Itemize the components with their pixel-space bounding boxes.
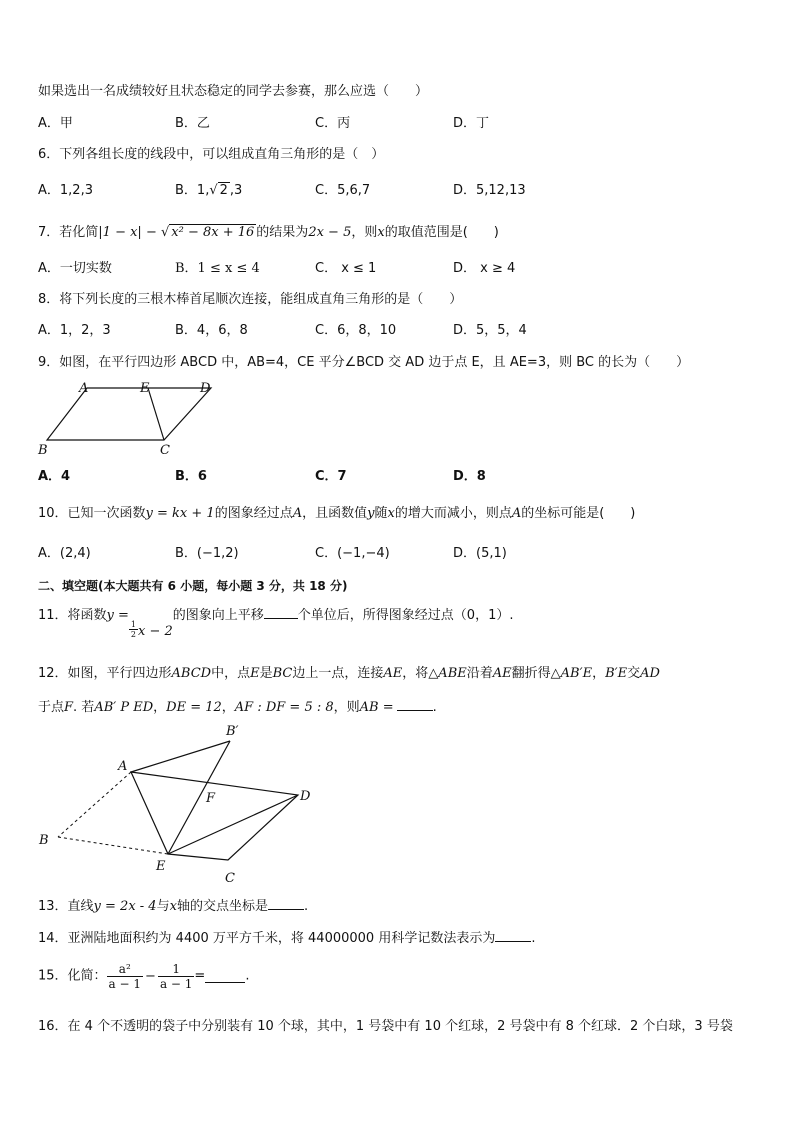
q10-mid4: 的增大而减小，则点 (394, 506, 512, 521)
q10-y: y (367, 506, 375, 521)
q14-tail: . (531, 931, 536, 946)
q12-e: E (250, 666, 260, 681)
q10-option-c: C．(−1,−4) (315, 546, 390, 561)
q12-ratio: AF : DF = 5 : 8 (234, 700, 334, 715)
q7-option-a: A．一切实数 (38, 261, 112, 276)
q12-label-b: B (39, 833, 49, 848)
q12-label-f: F (206, 791, 216, 806)
q7-var: x (377, 225, 385, 240)
q12-label-c: C (225, 871, 235, 886)
q10-option-b: B．(−1,2) (175, 546, 239, 561)
q5-option-b: B．乙 (175, 116, 210, 131)
q7-option-d: D． x ≥ 4 (453, 261, 516, 276)
q12-bpe: B′E (605, 666, 628, 681)
q10-point: A (292, 506, 303, 521)
q15-answer-blank[interactable] (205, 970, 245, 983)
q11-fraction (129, 620, 138, 639)
q11-frac-den: 2 (130, 630, 137, 639)
q13-stem (38, 897, 308, 915)
q12-ad: AD (640, 666, 660, 681)
q10-option-a: A．(2,4) (38, 546, 91, 561)
q10-mid3: 随 (374, 506, 388, 521)
q11-mid: 的图象向上平移 (172, 608, 264, 623)
q12-label-e: E (156, 859, 166, 874)
q6-option-b-prefix: B．1, (175, 183, 210, 198)
q15-num2: 1 (158, 962, 194, 977)
q12-bc: BC (272, 666, 293, 681)
q12-text: ， (153, 700, 167, 715)
q15-prefix: 15．化简： (38, 968, 107, 984)
q7-option-b: B．1 ≤ x ≤ 4 (175, 261, 260, 276)
q10-stem (38, 506, 635, 522)
q11-frac-num: 1 (130, 620, 137, 629)
q12-text: 翻折得 (511, 666, 551, 681)
q9-option-b: B．6 (175, 469, 207, 484)
q8-stem: 8．将下列长度的三根木棒首尾顺次连接，能组成直角三角形的是（ ） (38, 292, 463, 307)
q5-stem-continued: 如果选出一名成绩较好且状态稳定的同学去参赛，那么应选（ ） (38, 84, 429, 99)
q6-option-b: B．1,√ 2 ,3 (175, 183, 243, 198)
q12-text: ， (592, 666, 606, 681)
q9-label-b: B (38, 443, 48, 458)
q10-end: 的坐标可能是( ) (521, 506, 636, 521)
q13-mid: 与 (156, 899, 170, 914)
q10-mid2: ，且函数值 (302, 506, 368, 521)
q14-stem (38, 929, 535, 947)
q11-function-rest: x − 2 (138, 624, 173, 639)
q6-option-a: A．1,2,3 (38, 183, 93, 198)
q11-end: 个单位后，所得图象经过点（0，1）. (297, 608, 514, 623)
q6-stem: 6．下列各组长度的线段中，可以组成直角三角形的是（ ） (38, 147, 385, 162)
q11-function-y: y = (106, 608, 129, 623)
q10-function: y = kx + 1 (145, 506, 215, 521)
q8-option-d: D．5，5，4 (453, 323, 527, 338)
q12-ab: AB = (359, 700, 394, 715)
q12-stem-line2 (38, 698, 437, 716)
q10-option-d: D．(5,1) (453, 546, 507, 561)
q12-text: ，则 (333, 700, 360, 715)
q12-segment-ed (168, 795, 298, 854)
q8-option-b: B．4，6，8 (175, 323, 248, 338)
q13-end: 轴的交点坐标是 (176, 899, 268, 914)
q12-text: ， (221, 700, 235, 715)
q11-answer-blank[interactable] (264, 606, 298, 619)
q9-label-d: D (200, 381, 211, 396)
q7-radicand: x² − 8x + 16 (171, 225, 255, 240)
q12-stem-line1 (38, 666, 660, 682)
q10-x: x (387, 506, 395, 521)
q15-den1: a − 1 (108, 977, 142, 991)
q13-function: y = 2x - 4 (93, 899, 157, 914)
q15-fraction-2 (158, 962, 194, 991)
q9-label-a: A (79, 381, 89, 396)
q12-de: DE = 12 (166, 700, 222, 715)
q15-fraction-1 (107, 962, 143, 991)
q12-label-b-prime: B′ (226, 724, 239, 739)
q10-point2: A (511, 506, 522, 521)
q13-answer-blank[interactable] (268, 897, 304, 910)
q12-text: . 若 (73, 700, 95, 715)
q6-option-b-suffix: ,3 (229, 183, 243, 198)
q15-den2: a − 1 (159, 977, 193, 991)
q12-text: 沿着 (466, 666, 493, 681)
q8-option-c: C．6，8，10 (315, 323, 397, 338)
q9-parallelogram (47, 388, 211, 440)
q7-tail: ，则 (351, 225, 378, 240)
q12-text: 于点 (38, 700, 65, 715)
q7-option-c: C． x ≤ 1 (315, 261, 377, 276)
q7-minus: − (141, 225, 161, 240)
q5-option-d: D．丁 (453, 116, 490, 131)
q12-end: . (432, 700, 437, 715)
q12-text: 交 (627, 666, 641, 681)
q7-prefix: 7．若化简 (38, 225, 99, 240)
q12-fold-figure (34, 720, 324, 888)
q13-tail: . (303, 899, 309, 914)
q13-x: x (169, 899, 177, 914)
q14-answer-blank[interactable] (495, 929, 531, 942)
q5-option-a: A．甲 (38, 116, 73, 131)
q12-triangle-abe: △ABE (428, 666, 467, 681)
q12-text: 边上一点，连接 (292, 666, 384, 681)
q15-minus: − (145, 968, 156, 984)
q9-parallelogram-figure (34, 376, 224, 460)
q15-tail: . (245, 968, 250, 984)
q9-label-e: E (140, 381, 150, 396)
q6-option-b-radicand: 2 (219, 183, 228, 198)
q12-text: ，将 (402, 666, 429, 681)
q11-prefix: 11．将函数 (38, 608, 107, 623)
q9-option-d: D．8 (453, 469, 486, 484)
q12-parallelogram (131, 772, 298, 860)
q9-label-c: C (160, 443, 170, 458)
q12-triangle-abpe: △AB′E (550, 666, 593, 681)
q9-option-a: A．4 (38, 469, 71, 484)
q12-f: F (64, 700, 74, 715)
q9-segment-ce (148, 388, 164, 440)
q15-equals: = (194, 968, 206, 984)
q10-mid: 的图象经过点 (214, 506, 293, 521)
q12-ae: AE (492, 666, 512, 681)
q13-prefix: 13．直线 (38, 899, 94, 914)
q14-text: 14．亚洲陆地面积约为 4400 万平方千米，将 44000000 用科学记数法表示为 (38, 931, 496, 946)
q12-abcd: ABCD (171, 666, 212, 681)
q12-text: 中，点 (211, 666, 251, 681)
q12-dashed-be (58, 837, 168, 854)
q16-stem: 16．在 4 个不透明的袋子中分别装有 10 个球，其中，1 号袋中有 10 个红球，2 号袋中有 8 个红球．2 个白球，3 号袋 (38, 1019, 733, 1034)
q12-answer-blank[interactable] (397, 698, 433, 711)
q7-result: 2x − 5 (308, 225, 352, 240)
q12-label-d: D (300, 789, 311, 804)
q12-ae: AE (383, 666, 403, 681)
q12-label-a: A (118, 759, 128, 774)
q12-parallel: AB′ P ED (94, 700, 154, 715)
q9-stem: 9．如图，在平行四边形 ABCD 中，AB=4，CE 平分∠BCD 交 AD 边于点 E，且 AE=3，则 BC 的长为（ ） (38, 355, 690, 370)
q5-option-c: C．丙 (315, 116, 351, 131)
q7-stem: 7．若化简|1 − x| − √ x² − 8x + 16 的结果为2x − 5，则x的取值范围是( ) (38, 225, 499, 240)
section-fill-in-heading: 二、填空题(本大题共有 6 小题，每小题 3 分，共 18 分) (38, 579, 348, 593)
q9-option-c: C．7 (315, 469, 347, 484)
q6-option-d: D．5,12,13 (453, 183, 526, 198)
q7-abs-expr: |1 − x| (98, 225, 142, 240)
q12-dashed-ab (58, 772, 131, 837)
q7-end: 的取值范围是( ) (384, 225, 499, 240)
q7-mid: 的结果为 (256, 225, 309, 240)
q8-option-a: A．1，2，3 (38, 323, 111, 338)
q10-prefix: 10．已知一次函数 (38, 506, 146, 521)
q11-stem (38, 606, 514, 639)
q12-prefix: 12．如图，平行四边形 (38, 666, 172, 681)
q15-stem (38, 962, 249, 991)
q6-option-c: C．5,6,7 (315, 183, 371, 198)
q12-text: 是 (259, 666, 273, 681)
q15-num1: a² (107, 962, 143, 977)
